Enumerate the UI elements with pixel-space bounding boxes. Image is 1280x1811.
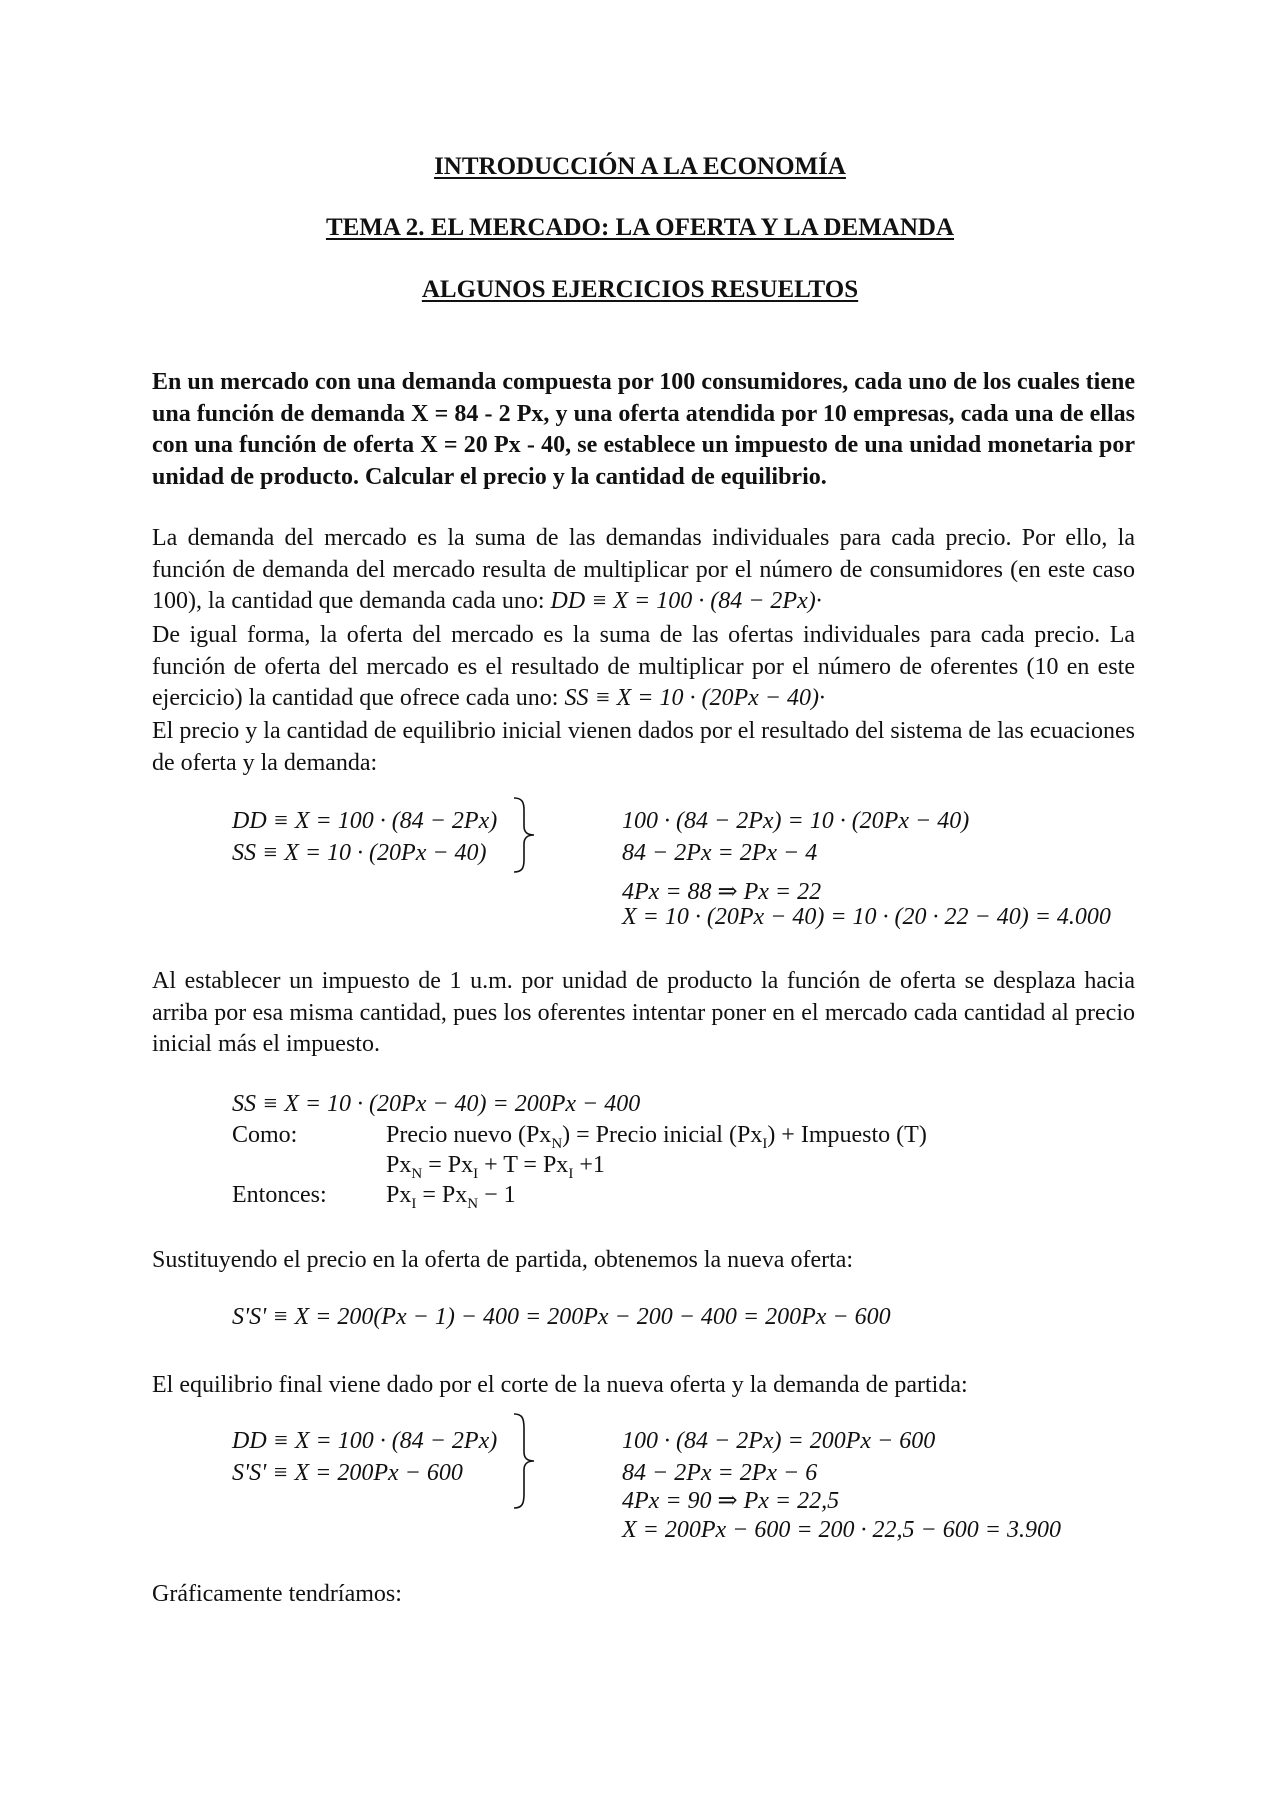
new-supply-equation: S'S' ≡ X = 200(Px − 1) − 400 = 200Px − 200 − 400 = 200Px − 600 xyxy=(232,1304,891,1330)
como-label: Como: xyxy=(232,1122,298,1148)
system1-step3: 4Px = 88 ⇒ Px = 22 xyxy=(622,879,822,905)
paragraph-market-supply xyxy=(152,620,1135,715)
topic-title: TEMA 2. EL MERCADO: LA OFERTA Y LA DEMANDA xyxy=(325,214,955,241)
paragraph-equilibrium-intro: El precio y la cantidad de equilibrio inicial vienen dados por el resultado del sistema de las ecuaciones de oferta y la demanda: xyxy=(152,718,1135,776)
right-brace-icon xyxy=(512,1412,538,1510)
document-title: INTRODUCCIÓN A LA ECONOMÍA xyxy=(434,153,846,180)
tax-supply-equation: SS ≡ X = 10 · (20Px − 40) = 200Px − 400 xyxy=(232,1091,641,1117)
paragraph-graphical: Gráficamente tendríamos: xyxy=(152,1581,402,1607)
system2-step2: 84 − 2Px = 2Px − 6 xyxy=(622,1460,818,1486)
system1-supply: SS ≡ X = 10 · (20Px − 40) xyxy=(232,840,487,866)
price-relation-line: Precio nuevo $(Px_N)$ = Precio inicial $(Px_I)$ + Impuesto (T) xyxy=(386,1122,927,1152)
right-brace-icon xyxy=(512,796,538,874)
paragraph-final-equilibrium: El equilibrio final viene dado por el corte de la nueva oferta y la demanda de partida: xyxy=(152,1372,968,1398)
system2-supply: S'S' ≡ X = 200Px − 600 xyxy=(232,1460,463,1486)
supply-equation: SS ≡ X = 10 · (20Px − 40)· xyxy=(564,685,825,711)
system2-step1: 100 · (84 − 2Px) = 200Px − 600 xyxy=(622,1428,936,1454)
paragraph-text: De igual forma, la oferta del mercado es la suma de las ofertas individuales para cada precio. La función de oferta del mercado es el resultado de multiplicar por el número de oferentes (10 en este ejercicio) la cantidad que ofrece cada uno: xyxy=(152,622,1135,711)
paragraph-text: La demanda del mercado es la suma de las demandas individuales para cada precio. Por ello, la función de demanda del mercado resulta de multiplicar por el número de consumidores (en este caso 100), la cantidad que demanda cada uno: xyxy=(152,525,1135,614)
initial-price-line: $Px_I = Px_N - 1$ xyxy=(386,1182,516,1212)
price-equation-line: $Px_N = Px_I + T = Px_I +1$ xyxy=(386,1152,605,1182)
system2-step3: 4Px = 90 ⇒ Px = 22,5 xyxy=(622,1488,840,1514)
system2-demand: DD ≡ X = 100 · (84 − 2Px) xyxy=(232,1428,498,1454)
system1-step2: 84 − 2Px = 2Px − 4 xyxy=(622,840,818,866)
paragraph-market-demand xyxy=(152,523,1135,618)
entonces-label: Entonces: xyxy=(232,1182,327,1208)
system1-step4: X = 10 · (20Px − 40) = 10 · (20 · 22 − 40) = 4.000 xyxy=(622,904,1111,930)
system1-demand: DD ≡ X = 100 · (84 − 2Px) xyxy=(232,808,498,834)
system2-step4: X = 200Px − 600 = 200 · 22,5 − 600 = 3.900 xyxy=(622,1517,1061,1543)
section-title: ALGUNOS EJERCICIOS RESUELTOS xyxy=(421,276,859,303)
system1-step1: 100 · (84 − 2Px) = 10 · (20Px − 40) xyxy=(622,808,970,834)
problem-statement: En un mercado con una demanda compuesta por 100 consumidores, cada uno de los cuales tiene una función de demanda X = 84 - 2 Px, y una oferta atendida por 10 empresas, cada una de ellas con una función de oferta X = 20 Px - 40, se establece un impuesto de una unidad monetaria por unidad de producto. Calcular el precio y la cantidad de equilibrio. xyxy=(152,369,1135,490)
paragraph-substitution: Sustituyendo el precio en la oferta de partida, obtenemos la nueva oferta: xyxy=(152,1247,854,1273)
paragraph-tax-shift: Al establecer un impuesto de 1 u.m. por unidad de producto la función de oferta se desplaza hacia arriba por esa misma cantidad, pues los oferentes intentar poner en el mercado cada cantidad al precio inicial más el impuesto. xyxy=(152,968,1135,1057)
demand-equation: DD ≡ X = 100 · (84 − 2Px)· xyxy=(550,588,822,614)
